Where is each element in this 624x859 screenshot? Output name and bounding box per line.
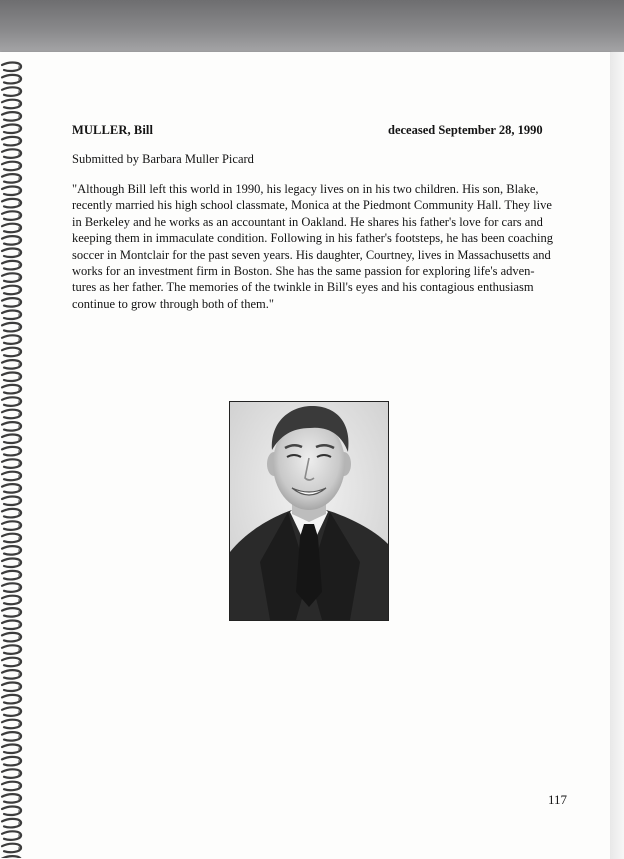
spiral-coil [2,497,22,505]
spiral-coil [2,633,22,641]
spiral-coil [2,298,22,306]
spiral-coil [2,323,22,331]
spiral-coil [2,794,22,802]
spiral-coil [2,757,22,765]
spiral-coil [2,683,22,691]
spiral-coil [2,162,22,170]
spiral-coil [2,521,22,529]
spiral-coil [2,844,22,852]
spiral-coil [2,100,22,108]
spiral-coil [2,249,22,257]
memorial-text-line: continue to grow through both of them." [72,296,274,311]
spiral-coil [2,286,22,294]
memorial-text [72,181,558,312]
spiral-coil [2,422,22,430]
entry-name: MULLER, Bill [72,123,154,137]
deceased-date: deceased September 28, 1990 [388,123,543,137]
spiral-binding-icon [0,58,28,858]
spiral-coil [2,807,22,815]
spiral-coil [2,385,22,393]
spiral-coil [2,571,22,579]
page-edge [610,52,624,859]
memorial-text-line: works for an investment firm in Boston. She has the same passion for exploring life's adven- [72,264,535,279]
spiral-coil [2,273,22,281]
spiral-coil [2,509,22,517]
spiral-coil [2,224,22,232]
spiral-coil [2,707,22,715]
spiral-coil [2,112,22,120]
spiral-coil [2,435,22,443]
spiral-coil [2,459,22,467]
spiral-coil [2,484,22,492]
spiral-coil [2,596,22,604]
spiral-coil [2,311,22,319]
spiral-coil [2,608,22,616]
spiral-coil [2,261,22,269]
spiral-coil [2,472,22,480]
memorial-text-line: keeping them in immaculate condition. Following in his father's footsteps, he has been coaching [72,231,553,246]
spiral-coil [2,670,22,678]
portrait-photo [229,401,389,621]
spiral-coil [2,819,22,827]
spiral-coil [2,410,22,418]
spiral-coil [2,149,22,157]
spiral-coil [2,645,22,653]
spiral-coil [2,559,22,567]
spiral-coil [2,695,22,703]
spiral-coil [2,745,22,753]
spiral-coil [2,187,22,195]
spiral-coil [2,856,22,858]
spiral-coil [2,63,22,71]
memorial-text-line: soccer in Montclair for the past seven years. His daughter, Courtney, lives in Massachusetts and [72,247,551,262]
submitted-by: Submitted by Barbara Muller Picard [72,152,254,166]
spiral-coil [2,621,22,629]
spiral-coil [2,236,22,244]
page-number: 117 [548,792,568,807]
spiral-coil [2,360,22,368]
spiral-coil [2,75,22,83]
memorial-text-line: recently married his high school classmate, Monica at the Piedmont Community Hall. They live [72,198,552,213]
spiral-coil [2,174,22,182]
memorial-text-line: tures as her father. The memories of the twinkle in Bill's eyes and his contagious enthusiasm [72,280,534,295]
spiral-coil [2,769,22,777]
spiral-coil [2,211,22,219]
spiral-coil [2,348,22,356]
spiral-coil [2,335,22,343]
spiral-coil [2,397,22,405]
portrait-photo-icon [230,402,388,620]
spiral-coil [2,831,22,839]
spiral-coil [2,782,22,790]
spiral-coil [2,732,22,740]
spiral-coil [2,125,22,133]
spiral-coil [2,720,22,728]
spiral-coil [2,87,22,95]
spiral-coil [2,447,22,455]
scan-background [0,0,624,56]
spiral-coil [2,199,22,207]
spiral-coil [2,658,22,666]
spiral-coil [2,534,22,542]
memorial-text-line: "Although Bill left this world in 1990, his legacy lives on in his two children. His son, Blake, [72,182,539,196]
memorial-text-line: in Berkeley and he works as an accountant in Oakland. He shares his father's love for cars and [72,214,543,229]
spiral-coil [2,583,22,591]
spiral-coil [2,373,22,381]
spiral-coil [2,546,22,554]
spiral-coil [2,137,22,145]
